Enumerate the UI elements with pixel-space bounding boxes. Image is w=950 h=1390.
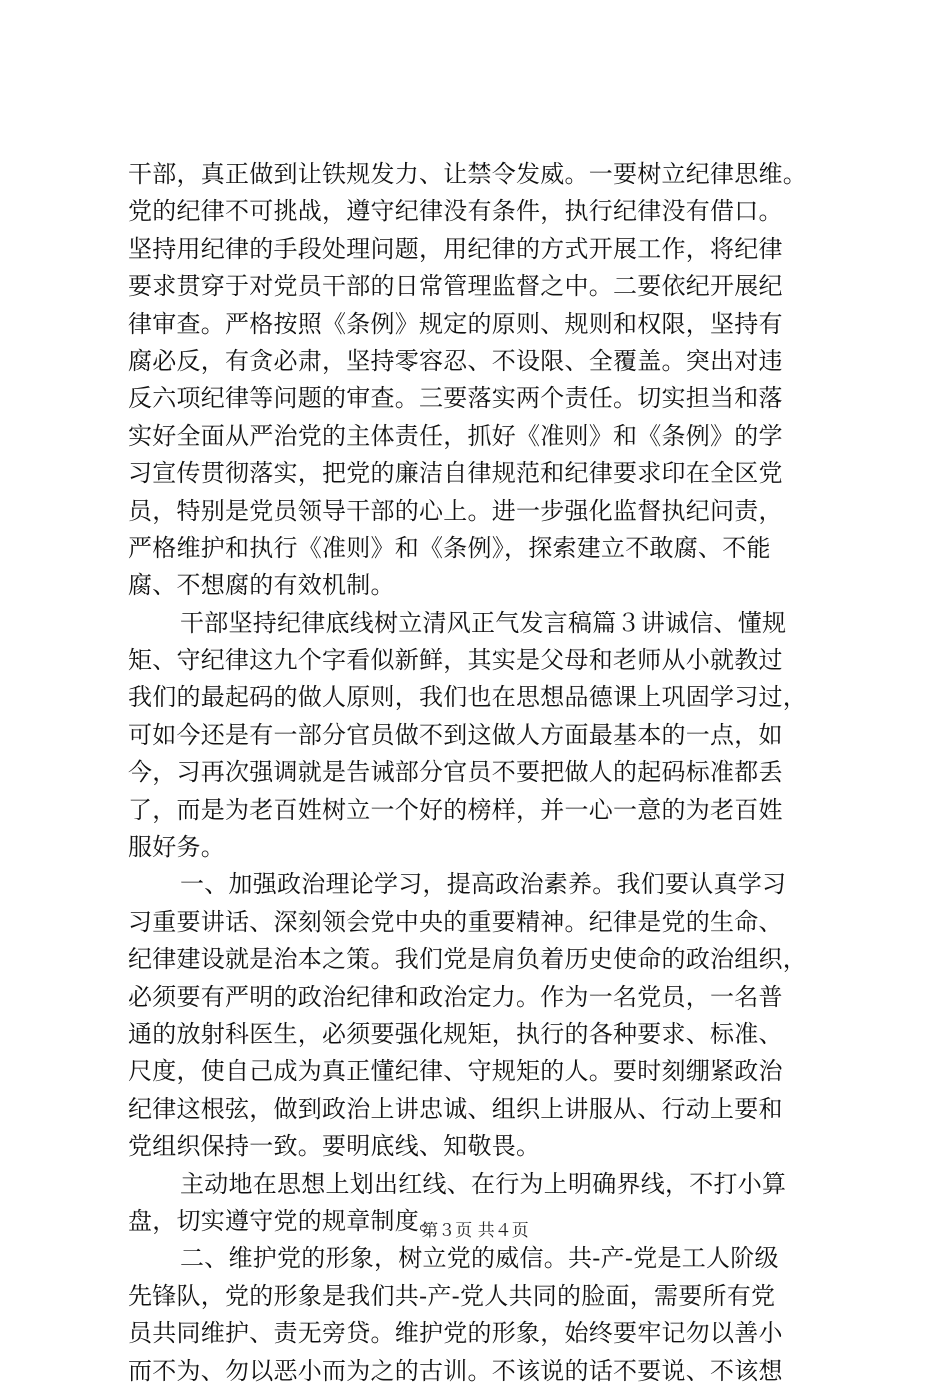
text-line: 而不为、勿以恶小而为之的古训。不该说的话不要说、不该想 [128, 1356, 783, 1385]
text-line: 今，习再次强调就是告诫部分官员不要把做人的起码标准都丢 [128, 758, 783, 787]
text-line: 干部坚持纪律底线树立清风正气发言稿篇３讲诚信、懂规 [180, 608, 787, 637]
text-line: 习宣传贯彻落实，把党的廉洁自律规范和纪律要求印在全区党 [128, 459, 783, 488]
text-line: 我们的最起码的做人原则，我们也在思想品德课上巩固学习过， [128, 683, 807, 712]
text-line: 盘，切实遵守党的规章制度。 [128, 1206, 444, 1235]
text-line: 要求贯穿于对党员干部的日常管理监督之中。二要依纪开展纪 [128, 272, 783, 301]
text-line: 实好全面从严治党的主体责任，抓好《准则》和《条例》的学 [128, 421, 783, 450]
text-line: 严格维护和执行《准则》和《条例》，探索建立不敢腐、不能 [128, 533, 771, 562]
text-line: 二、维护党的形象，树立党的威信。共-产-党是工人阶级 [180, 1244, 779, 1273]
text-line: 必须要有严明的政治纪律和政治定力。作为一名党员，一名普 [128, 982, 783, 1011]
text-line: 了，而是为老百姓树立一个好的榜样，并一心一意的为老百姓 [128, 795, 783, 824]
text-line: 可如今还是有一部分官员做不到这做人方面最基本的一点，如 [128, 720, 783, 749]
document-body [128, 156, 848, 1390]
text-line: 先锋队，党的形象是我们共-产-党人共同的脸面，需要所有党 [128, 1281, 776, 1310]
text-line: 尺度，使自己成为真正懂纪律、守规矩的人。要时刻绷紧政治 [128, 1057, 783, 1086]
text-line: 一、加强政治理论学习，提高政治素养。我们要认真学习 [180, 870, 787, 899]
text-line: 员，特别是党员领导干部的心上。进一步强化监督执纪问责， [128, 496, 783, 525]
text-line: 腐、不想腐的有效机制。 [128, 571, 395, 600]
text-line: 矩、守纪律这九个字看似新鲜，其实是父母和老师从小就教过 [128, 646, 783, 675]
text-line: 腐必反，有贪必肃，坚持零容忍、不设限、全覆盖。突出对违 [128, 346, 783, 375]
text-line: 党组织保持一致。要明底线、知敬畏。 [128, 1132, 541, 1161]
text-line: 反六项纪律等问题的审查。三要落实两个责任。切实担当和落 [128, 384, 783, 413]
text-line: 主动地在思想上划出红线、在行为上明确界线，不打小算 [180, 1169, 787, 1198]
text-line: 党的纪律不可挑战，遵守纪律没有条件，执行纪律没有借口。 [128, 197, 783, 226]
text-line: 纪律建设就是治本之策。我们党是肩负着历史使命的政治组织， [128, 945, 807, 974]
page-footer: 第３页 共４页 [421, 1221, 529, 1241]
text-line: 习重要讲话、深刻领会党中央的重要精神。纪律是党的生命、 [128, 907, 783, 936]
text-line: 坚持用纪律的手段处理问题，用纪律的方式开展工作，将纪律 [128, 234, 783, 263]
text-line: 服好务。 [128, 833, 225, 862]
text-line: 纪律这根弦，做到政治上讲忠诚、组织上讲服从、行动上要和 [128, 1094, 783, 1123]
text-line: 律审查。严格按照《条例》规定的原则、规则和权限，坚持有 [128, 309, 783, 338]
text-line: 员共同维护、责无旁贷。维护党的形象，始终要牢记勿以善小 [128, 1319, 783, 1348]
text-line: 干部，真正做到让铁规发力、让禁令发威。一要树立纪律思维。 [128, 160, 807, 188]
text-line: 通的放射科医生，必须要强化规矩，执行的各种要求、标准、 [128, 1019, 783, 1048]
